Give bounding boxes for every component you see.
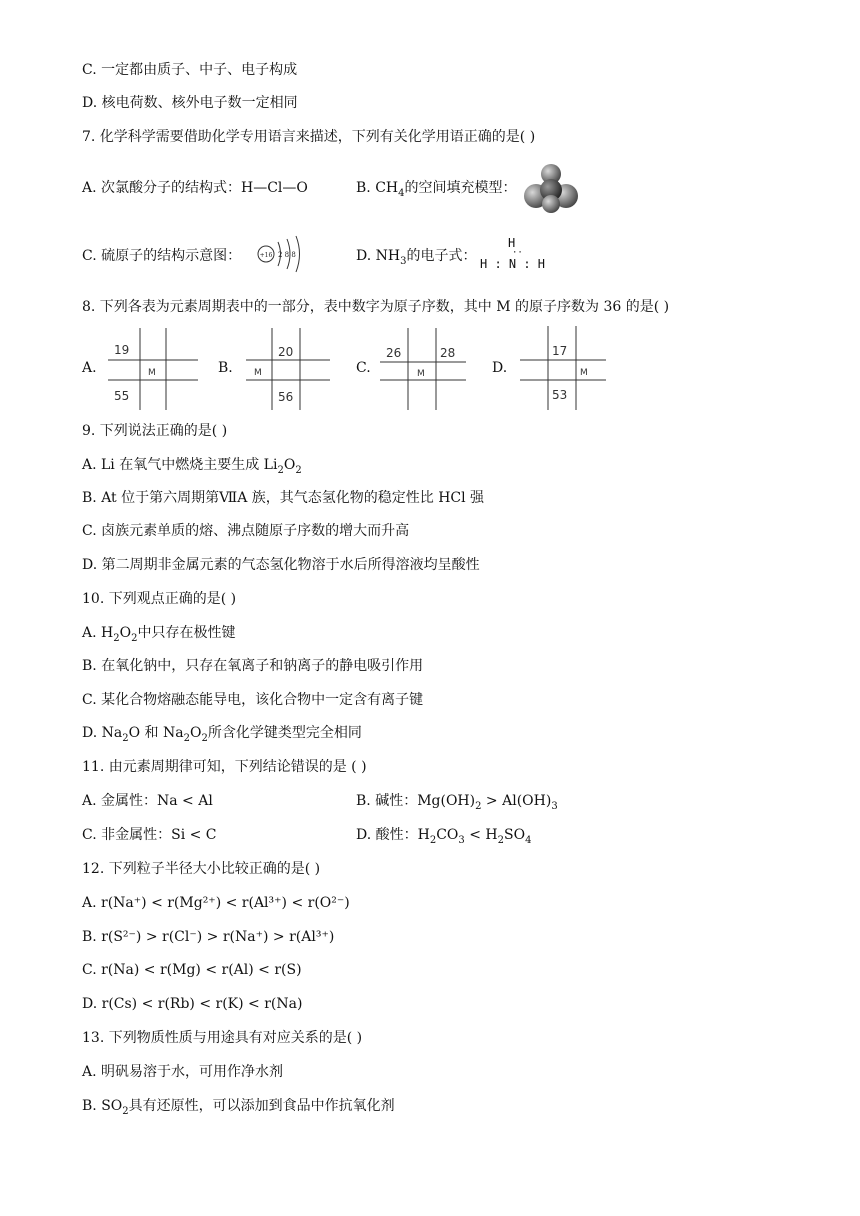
q11-option-d: D. 酸性：$H_2CO_3 < H_2SO_4$ <box>356 827 532 846</box>
q6-option-c: C. 一定都由质子、中子、电子构成 <box>82 62 298 78</box>
nh3-electron-formula: H ·· H : N : H <box>480 236 546 271</box>
q10-option-d: D. $Na_2O$ 和 $Na_2O_2$所含化学键类型完全相同 <box>82 725 362 744</box>
shell-electrons: 2 8 8 <box>278 251 296 259</box>
question-12: 12. 下列粒子半径大小比较正确的是( ) <box>82 861 321 877</box>
q10-option-b: B. 在氧化钠中，只存在氧离子和钠离子的静电吸引作用 <box>82 658 424 674</box>
sulfur-atom-diagram <box>256 234 308 274</box>
grid-b-left: M <box>254 368 262 378</box>
grid-b-bottom-mid: 56 <box>278 390 294 404</box>
question-9: 9. 下列说法正确的是( ) <box>82 423 228 439</box>
q7-option-c: C. 硫原子的结构示意图： <box>82 248 242 264</box>
grid-d-top-mid: 17 <box>552 344 568 358</box>
q8-option-d-label: D. <box>492 360 508 376</box>
q9-option-d: D. 第二周期非金属元素的气态氢化物溶于水后所得溶液均呈酸性 <box>82 557 480 573</box>
q8-option-b-label: B. <box>218 360 233 376</box>
q9-option-b: B. At 位于第六周期第ⅦA 族，其气态氢化物的稳定性比 HCl 强 <box>82 490 485 506</box>
q7-option-b: B. $CH_4$的空间填充模型： <box>356 180 517 199</box>
q11-option-a: A. 金属性：Na < Al <box>82 793 213 809</box>
grid-b-top-mid: 20 <box>278 345 294 359</box>
grid-d-bottom-mid: 53 <box>552 388 568 402</box>
grid-c-top-left: 26 <box>386 346 402 360</box>
q12-option-b: B. r(S²⁻) > r(Cl⁻) > r(Na⁺) > r(Al³⁺) <box>82 929 335 945</box>
question-13: 13. 下列物质性质与用途具有对应关系的是( ) <box>82 1030 363 1046</box>
q13-option-b: B. $SO_2$具有还原性，可以添加到食品中作抗氧化剂 <box>82 1098 395 1117</box>
grid-c-center: M <box>417 369 425 379</box>
q7-option-d: D. $NH_3$的电子式： <box>356 248 477 267</box>
q7-option-a: A. 次氯酸分子的结构式：H—Cl—O <box>82 180 308 196</box>
q10-option-c: C. 某化合物熔融态能导电，该化合物中一定含有离子键 <box>82 692 424 708</box>
question-10: 10. 下列观点正确的是( ) <box>82 591 237 607</box>
ch4-model-image <box>522 162 580 214</box>
nucleus-label: +16 <box>259 252 273 259</box>
q9-option-c: C. 卤族元素单质的熔、沸点随原子序数的增大而升高 <box>82 523 410 539</box>
q13-option-a: A. 明矾易溶于水，可用作净水剂 <box>82 1064 284 1080</box>
question-7: 7. 化学科学需要借助化学专用语言来描述，下列有关化学用语正确的是( ) <box>82 129 536 145</box>
question-8: 8. 下列各表为元素周期表中的一部分，表中数字为原子序数，其中 M 的原子序数为 36 的是( ) <box>82 299 670 315</box>
q12-option-a: A. r(Na⁺) < r(Mg²⁺) < r(Al³⁺) < r(O²⁻) <box>82 895 350 911</box>
q8-grid-b <box>246 328 330 414</box>
q8-option-a-label: A. <box>82 360 97 376</box>
q12-option-c: C. r(Na) < r(Mg) < r(Al) < r(S) <box>82 962 302 978</box>
q8-grid-c <box>380 328 466 414</box>
q8-grid-d <box>520 326 606 414</box>
q9-option-a: A. Li 在氧气中燃烧主要生成 $Li_2O_2$ <box>82 457 302 476</box>
grid-d-right: M <box>580 368 588 378</box>
q8-option-c-label: C. <box>356 360 371 376</box>
q6-option-d: D. 核电荷数、核外电子数一定相同 <box>82 95 298 111</box>
q10-option-a: A. $H_2O_2$中只存在极性键 <box>82 625 236 644</box>
grid-a-bottom-left: 55 <box>114 389 130 403</box>
q12-option-d: D. r(Cs) < r(Rb) < r(K) < r(Na) <box>82 996 303 1012</box>
q8-grid-a <box>108 328 198 414</box>
grid-a-top-left: 19 <box>114 343 130 357</box>
q11-option-b: B. 碱性：$Mg(OH)_2 > Al(OH)_3$ <box>356 793 558 812</box>
grid-c-top-right: 28 <box>440 346 456 360</box>
grid-a-center: M <box>148 368 156 378</box>
question-11: 11. 由元素周期律可知，下列结论错误的是 ( ) <box>82 759 367 775</box>
q11-option-c: C. 非金属性：Si < C <box>82 827 217 843</box>
